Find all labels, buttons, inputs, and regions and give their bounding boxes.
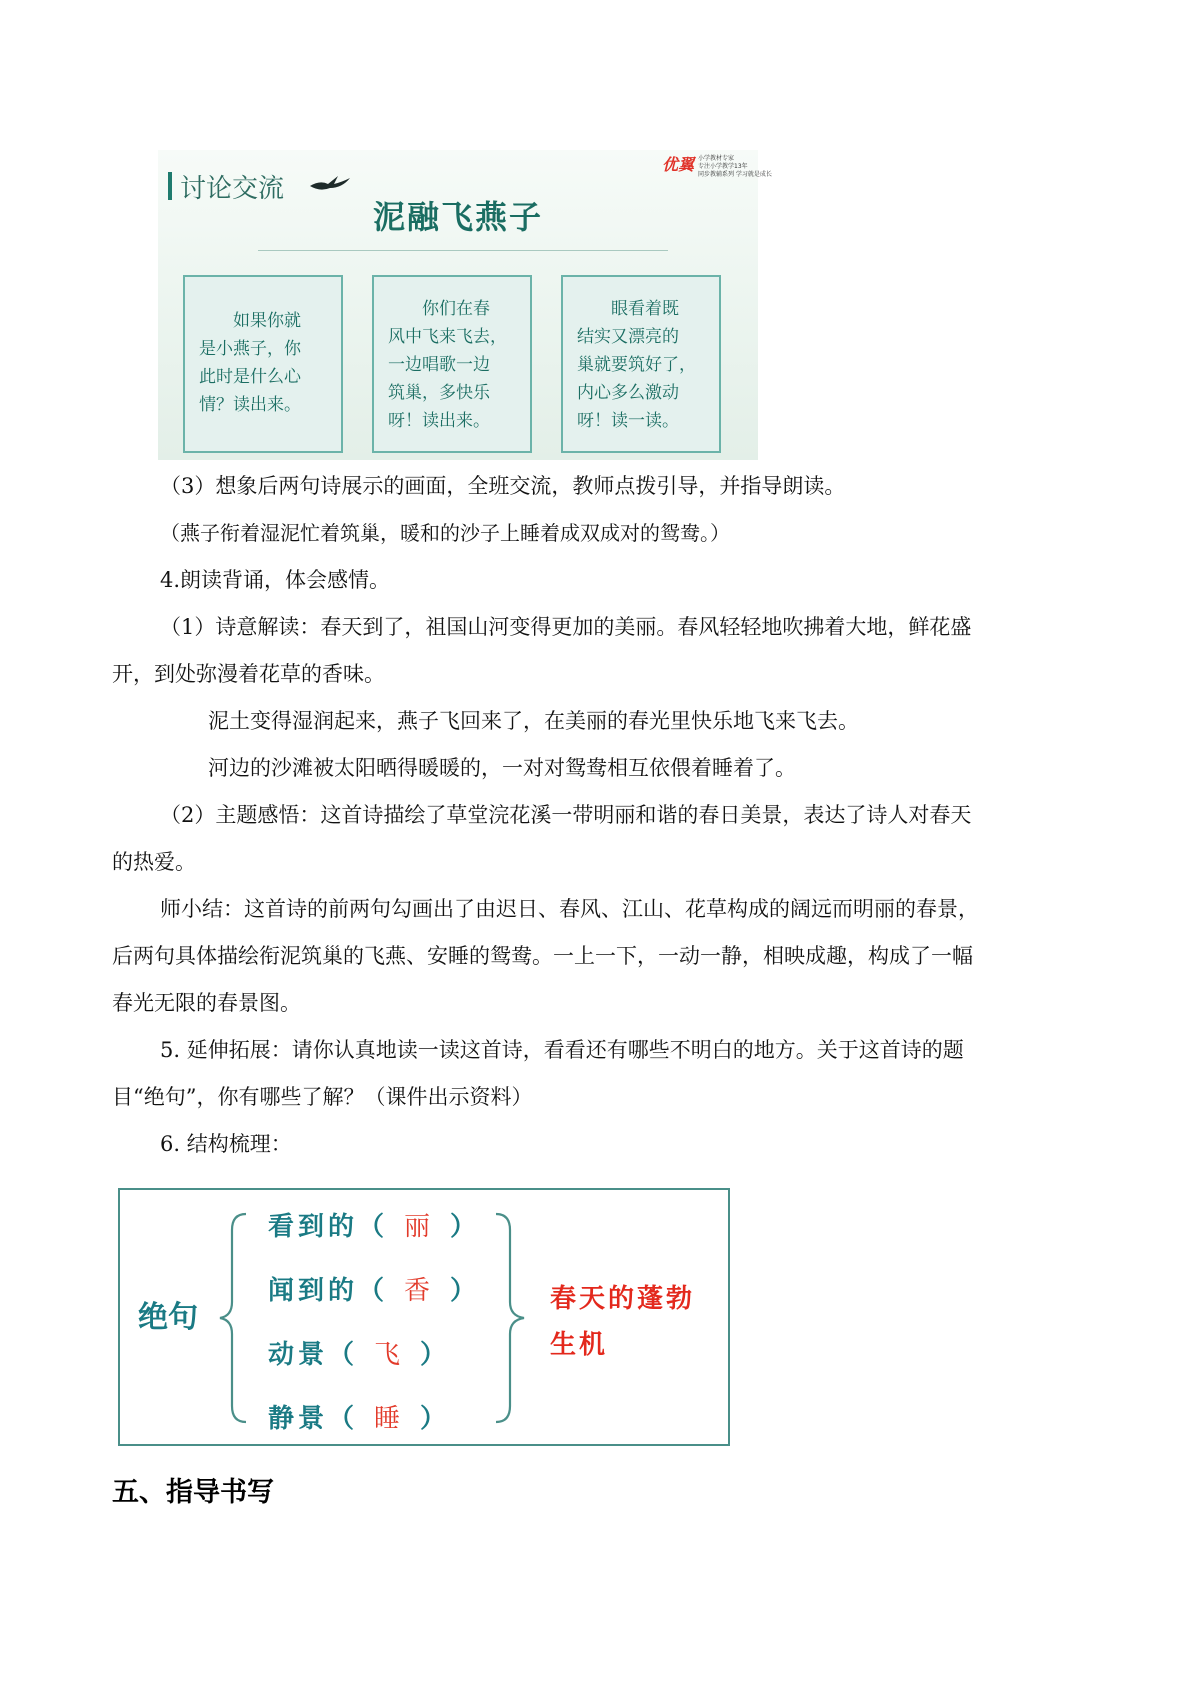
paragraph: 4.朗读背诵，体会感情。	[160, 568, 391, 592]
logo-line: 专注小学教学13年	[698, 163, 748, 170]
card-text: 你们在春 风中飞来飞去， 一边唱歌一边 筑巢，多快乐 呀！读出来。	[388, 299, 507, 431]
diagram-row: 动景（ 飞 ）	[268, 1340, 451, 1370]
brand-logo: 优翼	[662, 155, 695, 174]
diagram-row: 看到的（ 丽 ）	[268, 1212, 481, 1242]
discussion-slide-image	[158, 150, 772, 460]
card-text: 如果你就 是小燕子，你 此时是什么心 情？读出来。	[199, 311, 301, 415]
slide-title: 泥融飞燕子	[372, 198, 543, 236]
logo-line: 同步教辅系列 学习就是成长	[698, 171, 772, 178]
paragraph: （2）主题感悟：这首诗描绘了草堂浣花溪一带明丽和谐的春日美景，表达了诗人对春天 的热爱。	[112, 803, 972, 874]
paragraph: 河边的沙滩被太阳晒得暖暖的，一对对鸳鸯相互依偎着睡着了。	[208, 756, 796, 780]
title-divider	[258, 250, 668, 251]
section-heading: 五、指导书写	[112, 1477, 274, 1508]
diagram-result: 生机	[550, 1330, 609, 1360]
diagram-result: 春天的蓬勃	[550, 1284, 696, 1314]
discussion-card	[372, 275, 532, 453]
structure-diagram	[118, 1188, 730, 1446]
card-text: 眼看着既 结实又漂亮的 巢就要筑好了， 内心多么激动 呀！读一读。	[577, 299, 696, 431]
paragraph: （3）想象后两句诗展示的画面，全班交流，教师点拨引导，并指导朗读。	[160, 474, 846, 498]
section-label: 讨论交流	[180, 174, 285, 204]
paragraph: 师小结：这首诗的前两句勾画出了由迟日、春风、江山、花草构成的阔远而明丽的春景， 后两句具体描绘衔泥筑巢的飞燕、安睡的鸳鸯。一上一下，一动一静，相映成趣，构成了一幅 春光无限的春景图。	[112, 897, 979, 1015]
paragraph: 5. 延伸拓展：请你认真地读一读这首诗，看看还有哪些不明白的地方。关于这首诗的题 目“绝句”，你有哪些了解？（课件出示资料）	[112, 1038, 964, 1109]
diagram-row: 闻到的（ 香 ）	[268, 1276, 481, 1306]
paragraph: （燕子衔着湿泥忙着筑巢，暖和的沙子上睡着成双成对的鸳鸯。）	[160, 521, 730, 545]
logo-line: 小学教材专家	[698, 155, 735, 162]
diagram-row: 静景（ 睡 ）	[268, 1404, 451, 1434]
left-brace	[216, 1210, 256, 1426]
paragraph: 泥土变得湿润起来，燕子飞回来了，在美丽的春光里快乐地飞来飞去。	[208, 709, 859, 733]
paragraph: 6. 结构梳理：	[160, 1132, 292, 1156]
right-brace	[490, 1210, 530, 1426]
discussion-card	[183, 275, 343, 453]
diagram-root-label: 绝句	[138, 1300, 198, 1335]
paragraph: （1）诗意解读：春天到了，祖国山河变得更加的美丽。春风轻轻地吹拂着大地，鲜花盛 开，到处弥漫着花草的香味。	[112, 615, 972, 686]
discussion-card	[561, 275, 721, 453]
